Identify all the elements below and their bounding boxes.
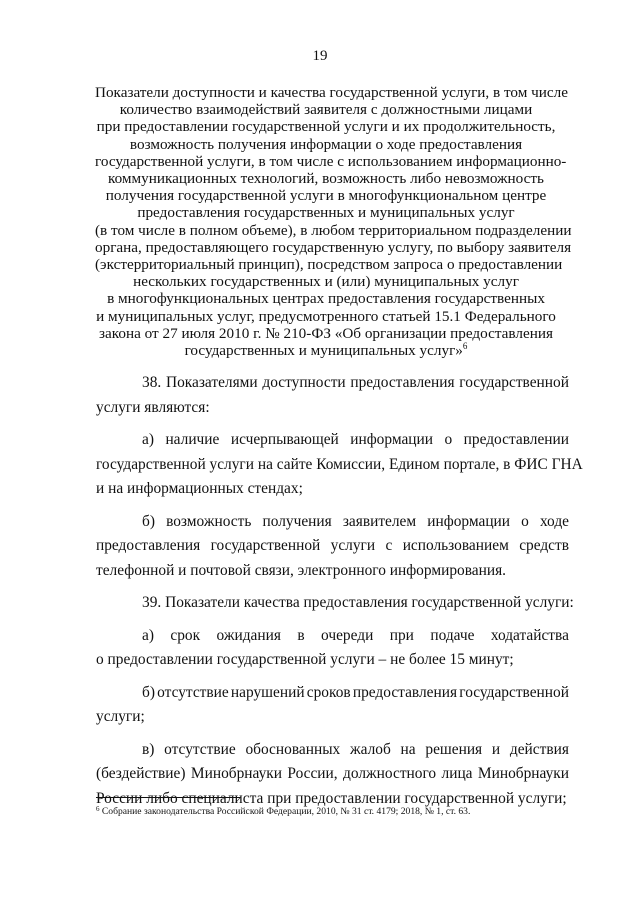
word: подаче — [430, 626, 475, 644]
paragraph-line — [96, 371, 569, 396]
word: при — [389, 626, 414, 644]
heading-line: в многофункциональных центрах предоставления государственных — [107, 290, 545, 308]
section-heading — [95, 84, 572, 360]
word: Показателями — [165, 374, 258, 391]
word: о — [444, 430, 453, 448]
paragraph-line: услуги являются: — [96, 398, 210, 416]
word: очереди — [321, 626, 374, 644]
word: наличие — [165, 430, 220, 448]
word: в — [297, 626, 305, 644]
word: с — [385, 537, 393, 555]
word: использованием — [402, 537, 509, 555]
paragraph-38b — [96, 510, 569, 584]
heading-line-text: государственных и муниципальных услуг» — [184, 342, 463, 360]
footnote-marker: 6 — [96, 805, 100, 813]
word: б) — [142, 512, 155, 530]
heading-line: (в том числе в полном объеме), в любом территориальном подразделении — [95, 221, 572, 239]
word: возможность — [166, 512, 252, 530]
heading-line: коммуникационных технологий, возможность либо невозможность — [108, 170, 544, 188]
word: предоставлении — [463, 430, 569, 448]
word: о — [521, 512, 529, 530]
word: сроков — [306, 683, 351, 701]
word: информации — [350, 430, 434, 448]
footnote-reference: 6 — [462, 341, 468, 352]
word: заявителем — [342, 512, 417, 530]
paragraph-39b — [96, 681, 569, 730]
word: услуги — [330, 537, 376, 555]
word: а) — [142, 430, 154, 448]
heading-line: количество взаимодействий заявителя с должностными лицами — [119, 101, 533, 119]
footnote-text: Собрание законодательства Российской Федерации, 2010, № 31 ст. 4179; 2018, № 1, ст. 63. — [99, 806, 471, 817]
word: предоставления — [96, 537, 201, 555]
word: и — [491, 740, 501, 758]
heading-line: нескольких государственных и (или) муниципальных услуг — [133, 273, 519, 291]
word: исчерпывающей — [230, 430, 339, 448]
word: жалоб — [349, 740, 391, 758]
paragraph-38 — [96, 371, 569, 420]
word: должностного — [343, 765, 437, 783]
word: государственной — [210, 537, 321, 555]
word: а) — [142, 626, 154, 644]
body-text — [96, 371, 583, 819]
paragraph-line — [96, 534, 569, 559]
paragraph-line — [96, 738, 569, 763]
word: Минобрнауки — [190, 765, 282, 783]
word: действия — [509, 740, 569, 758]
paragraph-line: государственной услуги на сайте Комиссии, Едином портале, в ФИС ГНА — [96, 455, 583, 473]
paragraph-39c — [96, 738, 569, 812]
paragraph-line: о предоставлении государственной услуги – не более 15 минут; — [96, 651, 514, 669]
word: ходе — [539, 512, 569, 530]
heading-line: при предоставлении государственной услуги и их продолжительность, — [96, 118, 556, 136]
paragraph-line: и на информационных стендах; — [96, 480, 303, 498]
paragraph-39a — [96, 624, 569, 673]
word: предоставления — [350, 374, 455, 391]
heading-line: государственной услуги, в том числе с использованием информационно- — [95, 152, 567, 170]
word: на — [400, 740, 416, 758]
paragraph-line — [96, 681, 569, 706]
word: Минобрнауки — [477, 765, 569, 783]
page-number: 19 — [312, 48, 328, 64]
word: нарушений — [230, 683, 305, 701]
word: (бездействие) — [96, 765, 186, 783]
heading-line: возможность получения информации о ходе предоставления — [129, 135, 523, 153]
heading-line: (экстерриториальный принцип), посредством запроса о предоставлении — [95, 256, 563, 274]
word: получения — [262, 512, 332, 530]
word: государственной — [459, 374, 569, 391]
paragraph-39 — [96, 591, 574, 616]
word: решения — [425, 740, 483, 758]
heading-line: и муниципальных услуг, предусмотренного статьей 15.1 Федерального — [96, 307, 556, 325]
word: информации — [427, 512, 511, 530]
word: срок — [170, 626, 201, 644]
word: ожидания — [216, 626, 281, 644]
footnote-divider — [96, 797, 240, 798]
heading-line — [95, 342, 557, 359]
word: отсутствие — [164, 740, 236, 758]
paragraph-line: услуги; — [96, 708, 145, 726]
paragraph-line: России либо специалиста при предоставлении государственной услуги; — [96, 789, 567, 807]
footnote — [96, 806, 566, 817]
word: 38. — [142, 374, 162, 391]
word: обоснованных — [245, 740, 341, 758]
word: предоставления — [352, 683, 458, 701]
word: государственной — [459, 683, 569, 701]
word: б) — [142, 683, 155, 701]
word: средств — [519, 537, 569, 555]
word: России, — [287, 765, 338, 783]
paragraph-line — [96, 624, 569, 649]
word: лица — [441, 765, 473, 783]
paragraph-line — [96, 510, 569, 535]
word: отсутствие — [157, 683, 229, 701]
paragraph-line — [96, 762, 569, 787]
heading-line: Показатели доступности и качества государственной услуги, в том числе — [95, 84, 568, 101]
heading-line: закона от 27 июля 2010 г. № 210-ФЗ «Об организации предоставления — [99, 324, 553, 342]
heading-line: органа, предоставляющего государственную услугу, по выбору заявителя — [95, 238, 572, 256]
paragraph-38a — [96, 428, 583, 502]
word: ходатайства — [490, 626, 569, 644]
heading-line: получения государственной услуги в многофункциональном центре — [105, 187, 547, 205]
word: доступности — [262, 374, 346, 391]
paragraph-line: телефонной и почтовой связи, электронного информирования. — [96, 561, 506, 579]
heading-line: предоставления государственных и муниципальных услуг — [137, 204, 515, 222]
paragraph-line — [96, 428, 569, 453]
paragraph-line: 39. Показатели качества предоставления государственной услуги: — [142, 594, 574, 612]
word: в) — [142, 740, 155, 758]
